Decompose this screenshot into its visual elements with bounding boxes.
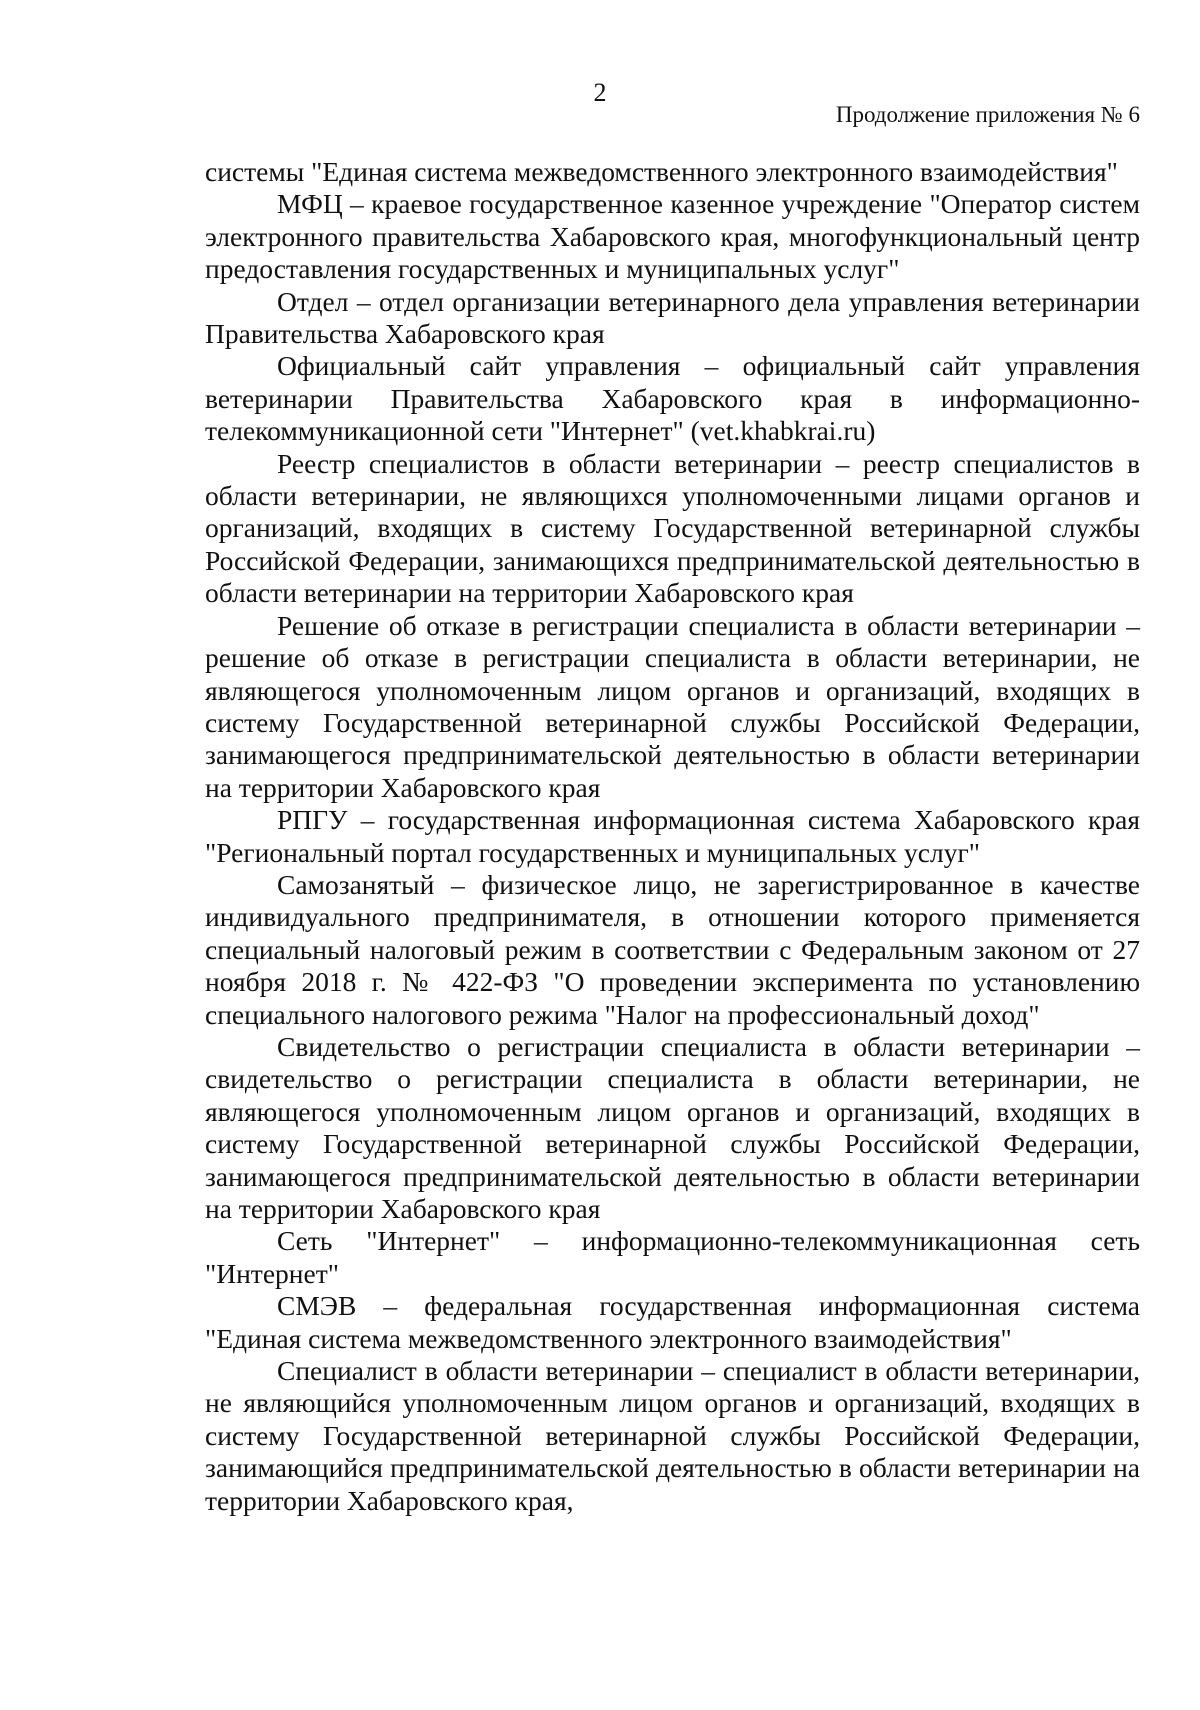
paragraph-continuation: системы "Единая система межведомственного электронного взаимодействия" xyxy=(205,156,1118,187)
definition-self-employed: Самозанятый – физическое лицо, не зарегистрированное в качестве индивидуального предпринимателя, в отношении которого применяется специальный налоговый режим в соответствии с Федеральным законом от 27 ноября 2018 г. № 422-ФЗ "О проведении эксперимента по установлению специального налогового режима "Налог на профессиональный доход" xyxy=(205,868,1140,1030)
definition-refusal-decision: Решение об отказе в регистрации специалиста в области ветеринарии – решение об отказе в регистрации специалиста в области ветеринарии, не являющегося уполномоченным лицом органов и организаций, входящих в систему Государственной ветеринарной службы Российской Федерации, занимающегося предпринимательской деятельностью в области ветеринарии на территории Хабаровского края xyxy=(205,609,1140,803)
definition-mfc: МФЦ – краевое государственное казенное учреждение "Оператор систем электронного правительства Хабаровского края, многофункциональный центр предоставления государственных и муниципальных услуг" xyxy=(205,188,1140,285)
definition-registry: Реестр специалистов в области ветеринарии – реестр специалистов в области ветеринарии, не являющихся уполномоченными лицами органов и организаций, входящих в систему Государственной ветеринарной службы Российской Федерации, занимающихся предпринимательской деятельностью в области ветеринарии на территории Хабаровского края xyxy=(205,447,1140,609)
definition-otdel: Отдел – отдел организации ветеринарного дела управления ветеринарии Правительства Хабаровского края xyxy=(205,285,1140,350)
definition-certificate: Свидетельство о регистрации специалиста в области ветеринарии – свидетельство о регистрации специалиста в области ветеринарии, не являющегося уполномоченным лицом органов и организаций, входящих в систему Государственной ветеринарной службы Российской Федерации, занимающегося предпринимательской деятельностью в области ветеринарии на территории Хабаровского края xyxy=(205,1030,1140,1224)
definition-internet: Сеть "Интернет" – информационно-телекоммуникационная сеть "Интернет" xyxy=(205,1225,1140,1289)
page-number: 2 xyxy=(593,78,607,107)
document-body xyxy=(205,156,1140,1517)
definition-official-site: Официальный сайт управления – официальный сайт управления ветеринарии Правительства Хабаровского края в информационно-телекоммуникационной сети "Интернет" (vet.khabkrai.ru) xyxy=(205,350,1140,447)
definition-specialist: Специалист в области ветеринарии – специалист в области ветеринарии, не являющийся уполномоченным лицом органов и организаций, входящих в систему Государственной ветеринарной службы Российской Федерации, занимающийся предпринимательской деятельностью в области ветеринарии на территории Хабаровского края, xyxy=(205,1355,1140,1516)
continuation-note: Продолжение приложения № 6 xyxy=(835,102,1140,127)
definition-smev: СМЭВ – федеральная государственная информационная система "Единая система межведомственного электронного взаимодействия" xyxy=(205,1290,1140,1354)
definition-rpgu: РПГУ – государственная информационная система Хабаровского края "Региональный портал государственных и муниципальных услуг" xyxy=(205,804,1140,868)
